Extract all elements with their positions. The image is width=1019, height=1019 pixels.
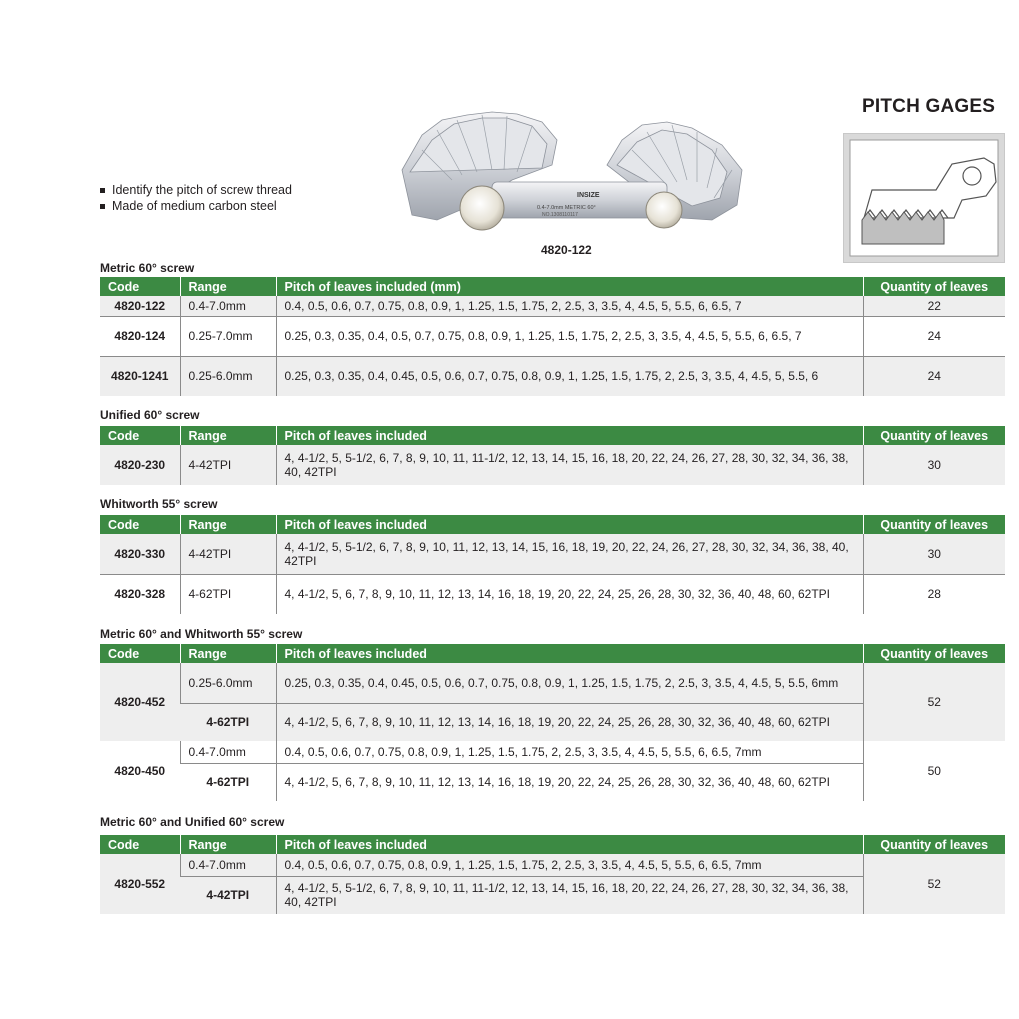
header-range: Range [180,426,276,445]
header-range: Range [180,644,276,663]
quantity-cell: 30 [863,534,1005,574]
range-cell: 4-42TPI [180,445,276,485]
section-title-whitworth: Whitworth 55° screw [100,497,218,511]
quantity-cell: 22 [863,296,1005,316]
header-quantity: Quantity of leaves [863,835,1005,854]
section-title-unified: Unified 60° screw [100,408,200,422]
header-quantity: Quantity of leaves [863,644,1005,663]
range-cell: 4-62TPI [180,763,276,801]
header-pitch: Pitch of leaves included [276,515,863,534]
range-cell: 0.4-7.0mm [180,741,276,763]
pitch-cell: 0.4, 0.5, 0.6, 0.7, 0.75, 0.8, 0.9, 1, 1.25, 1.5, 1.75, 2, 2.5, 3, 3.5, 4, 4.5, 5, 5.5, 6, 6.5, 7mm [276,741,863,763]
pitch-gage-set-image [392,110,762,240]
metric-unified-table [100,835,1005,914]
range-cell: 4-42TPI [180,876,276,914]
code-cell: 4820-1241 [100,356,180,396]
header-code: Code [100,515,180,534]
code-cell: 4820-330 [100,534,180,574]
metric-table [100,277,1005,396]
header-range: Range [180,835,276,854]
pitch-cell: 0.4, 0.5, 0.6, 0.7, 0.75, 0.8, 0.9, 1, 1.25, 1.5, 1.75, 2, 2.5, 3, 3.5, 4, 4.5, 5, 5.5, 6, 6.5, 7 [276,296,863,316]
photo-caption: 4820-122 [541,243,592,257]
range-cell: 0.25-7.0mm [180,316,276,356]
page-title: PITCH GAGES [862,96,996,117]
photo-engraving-line-2: NO.1308110117 [542,212,578,218]
pitch-cell: 4, 4-1/2, 5, 6, 7, 8, 9, 10, 11, 12, 13, 14, 16, 18, 19, 20, 22, 24, 25, 26, 28, 30, 32, 36, 40, 48, 60, 62TPI [276,574,863,614]
feature-item: Made of medium carbon steel [100,198,292,214]
section-title-metric-whitworth: Metric 60° and Whitworth 55° screw [100,627,303,641]
quantity-cell: 24 [863,356,1005,396]
quantity-cell: 30 [863,445,1005,485]
range-cell: 4-42TPI [180,534,276,574]
range-cell: 0.4-7.0mm [180,296,276,316]
quantity-cell: 50 [863,741,1005,801]
code-cell: 4820-328 [100,574,180,614]
photo-engraving-line-1: 0.4-7.0mm METRIC 60° [537,205,596,211]
code-cell: 4820-122 [100,296,180,316]
code-cell: 4820-124 [100,316,180,356]
pitch-cell: 0.25, 0.3, 0.35, 0.4, 0.45, 0.5, 0.6, 0.7, 0.75, 0.8, 0.9, 1, 1.25, 1.5, 1.75, 2, 2.5, 3, 3.5, 4, 4.5, 5, 5.5, 6mm [276,663,863,703]
header-pitch: Pitch of leaves included [276,835,863,854]
pitch-cell: 0.25, 0.3, 0.35, 0.4, 0.5, 0.7, 0.75, 0.8, 0.9, 1, 1.25, 1.5, 1.75, 2, 2.5, 3, 3.5, 4, 4.5, 5, 5.5, 6, 6.5, 7 [276,316,863,356]
header-pitch: Pitch of leaves included [276,426,863,445]
range-cell: 0.25-6.0mm [180,663,276,703]
photo-brand-engraving: INSIZE [577,192,600,199]
section-title-metric-unified: Metric 60° and Unified 60° screw [100,815,285,829]
header-code: Code [100,277,180,296]
pitch-cell: 4, 4-1/2, 5, 6, 7, 8, 9, 10, 11, 12, 13, 14, 16, 18, 19, 20, 22, 24, 25, 26, 28, 30, 32, 36, 40, 48, 60, 62TPI [276,763,863,801]
range-cell: 4-62TPI [180,703,276,741]
metric-whitworth-table [100,644,1005,801]
quantity-cell: 52 [863,663,1005,741]
header-pitch: Pitch of leaves included (mm) [276,277,863,296]
header-pitch: Pitch of leaves included [276,644,863,663]
quantity-cell: 28 [863,574,1005,614]
thread-gage-diagram [843,133,1005,263]
feature-list [100,182,292,214]
pitch-cell: 4, 4-1/2, 5, 5-1/2, 6, 7, 8, 9, 10, 11, 12, 13, 14, 15, 16, 18, 19, 20, 22, 24, 26, 27, 28, 30, 32, 34, 36, 38, 40, 42TPI [276,534,863,574]
whitworth-table [100,515,1005,614]
range-cell: 0.4-7.0mm [180,854,276,876]
feature-item: Identify the pitch of screw thread [100,182,292,198]
unified-table [100,426,1005,485]
quantity-cell: 24 [863,316,1005,356]
pitch-cell: 0.4, 0.5, 0.6, 0.7, 0.75, 0.8, 0.9, 1, 1.25, 1.5, 1.75, 2, 2.5, 3, 3.5, 4, 4.5, 5, 5.5, 6, 6.5, 7mm [276,854,863,876]
code-cell: 4820-230 [100,445,180,485]
header-code: Code [100,426,180,445]
code-cell: 4820-452 [100,663,180,741]
pitch-cell: 0.25, 0.3, 0.35, 0.4, 0.45, 0.5, 0.6, 0.7, 0.75, 0.8, 0.9, 1, 1.25, 1.5, 1.75, 2, 2.5, 3, 3.5, 4, 4.5, 5, 5.5, 6 [276,356,863,396]
header-quantity: Quantity of leaves [863,515,1005,534]
code-cell: 4820-552 [100,854,180,914]
header-quantity: Quantity of leaves [863,277,1005,296]
header-range: Range [180,515,276,534]
range-cell: 0.25-6.0mm [180,356,276,396]
header-range: Range [180,277,276,296]
pitch-cell: 4, 4-1/2, 5, 6, 7, 8, 9, 10, 11, 12, 13, 14, 16, 18, 19, 20, 22, 24, 25, 26, 28, 30, 32, 36, 40, 48, 60, 62TPI [276,703,863,741]
range-cell: 4-62TPI [180,574,276,614]
quantity-cell: 52 [863,854,1005,914]
pitch-cell: 4, 4-1/2, 5, 5-1/2, 6, 7, 8, 9, 10, 11, 11-1/2, 12, 13, 14, 15, 16, 18, 20, 22, 24, 26, 27, 28, 30, 32, 34, 36, 38, 40, 42TPI [276,876,863,914]
code-cell: 4820-450 [100,741,180,801]
header-code: Code [100,835,180,854]
header-code: Code [100,644,180,663]
pitch-cell: 4, 4-1/2, 5, 5-1/2, 6, 7, 8, 9, 10, 11, 11-1/2, 12, 13, 14, 15, 16, 18, 20, 22, 24, 26, 27, 28, 30, 32, 34, 36, 38, 40, 42TPI [276,445,863,485]
section-title-metric: Metric 60° screw [100,261,195,275]
header-quantity: Quantity of leaves [863,426,1005,445]
